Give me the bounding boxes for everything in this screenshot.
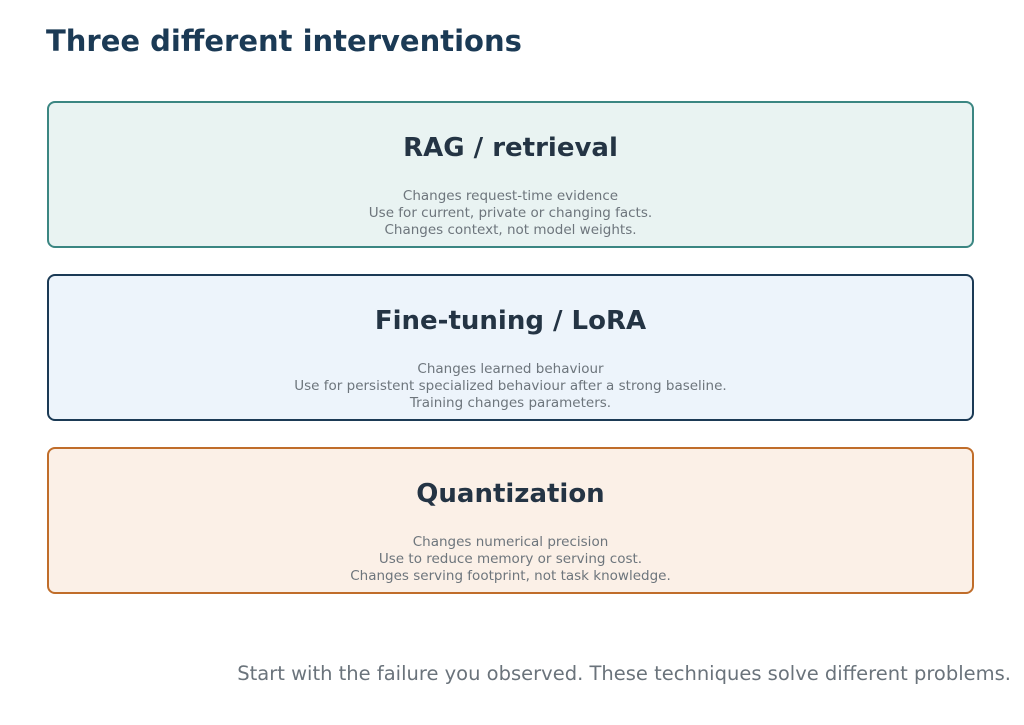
card-line: Changes context, not model weights. (384, 222, 637, 238)
card-line: Changes numerical precision (412, 534, 609, 550)
card-line: Use for persistent specialized behaviour after a strong baseline. (294, 378, 727, 394)
card-title: Fine-tuning / LoRA (374, 306, 647, 336)
card-line: Changes serving footprint, not task knowledge. (350, 568, 671, 584)
fine-tuning-lora-card (47, 274, 974, 421)
card-title: RAG / retrieval (403, 133, 618, 163)
card-line: Changes request-time evidence (402, 188, 619, 204)
card-line: Use for current, private or changing facts. (368, 205, 653, 221)
card-line: Training changes parameters. (409, 395, 612, 411)
card-description (49, 188, 972, 239)
card-line: Use to reduce memory or serving cost. (378, 551, 643, 567)
footer-note: Start with the failure you observed. These techniques solve different problems. (237, 662, 1011, 685)
card-line: Changes learned behaviour (417, 361, 604, 377)
card-description (49, 534, 972, 585)
rag-retrieval-card (47, 101, 974, 248)
card-description (49, 361, 972, 412)
card-title: Quantization (416, 479, 605, 509)
page-title: Three different interventions (46, 24, 522, 58)
quantization-card (47, 447, 974, 594)
